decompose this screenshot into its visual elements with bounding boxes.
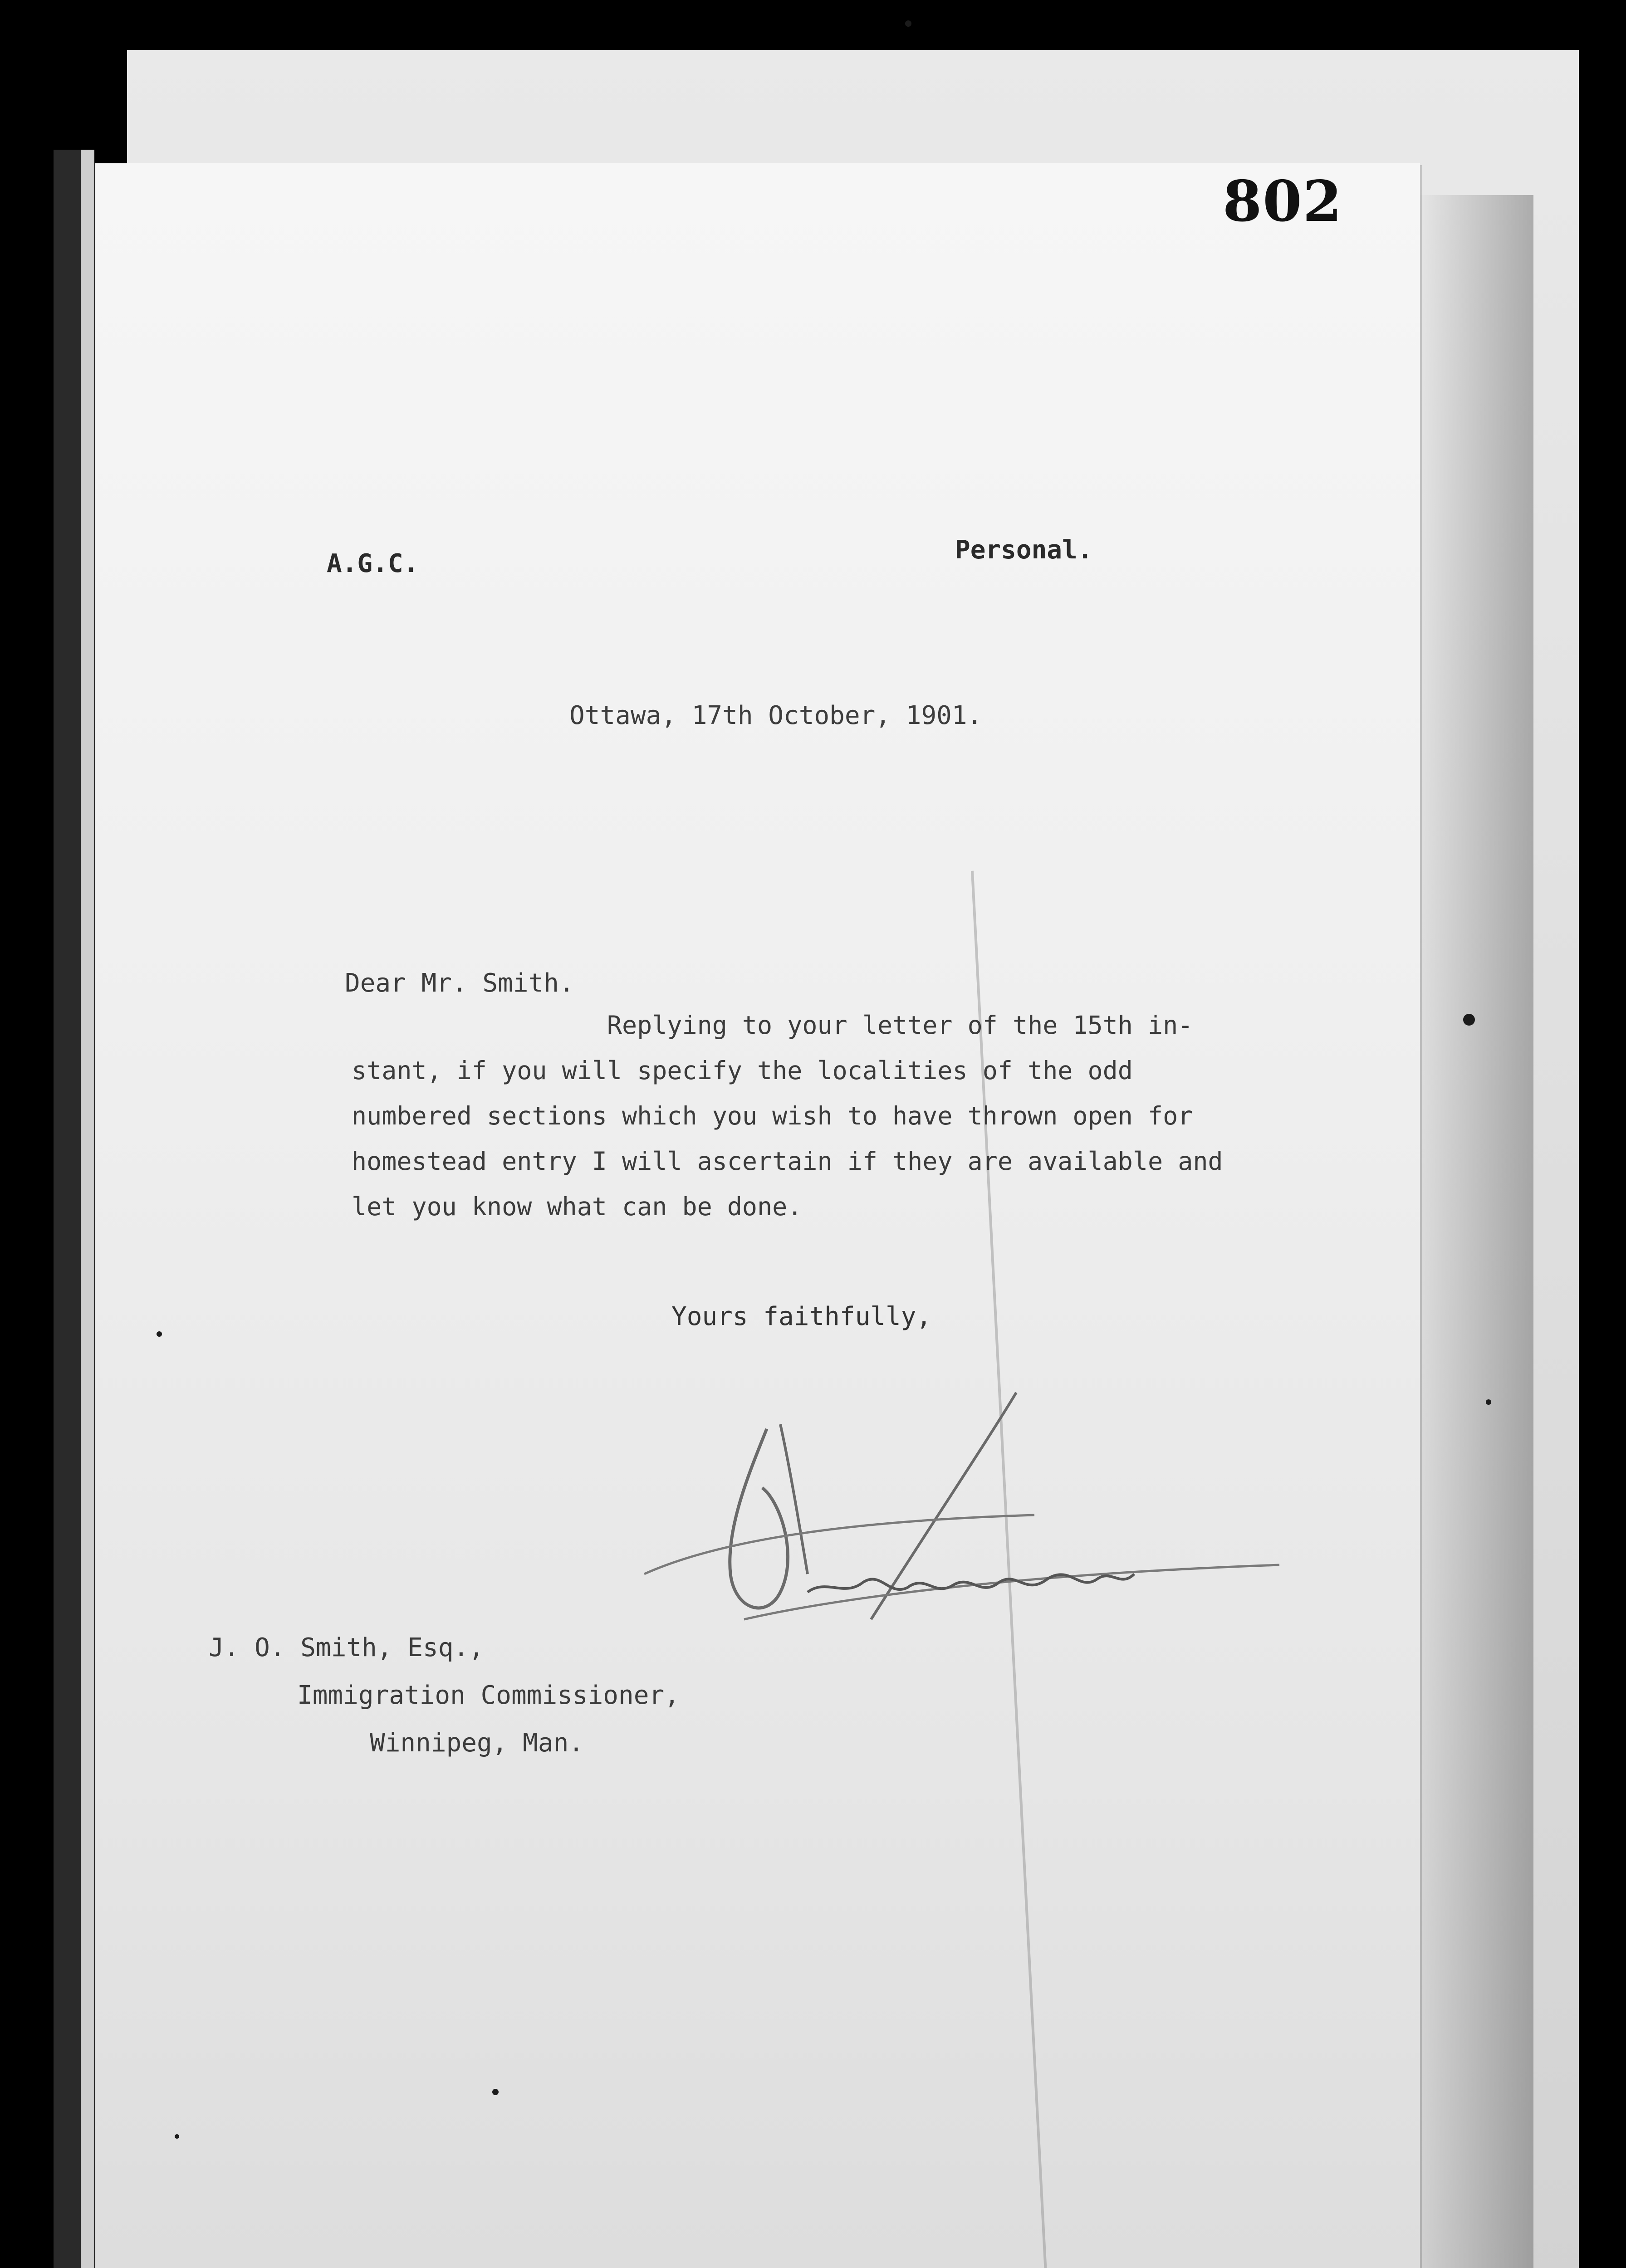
addressee-city: Winnipeg, Man. — [370, 1728, 584, 1758]
body-line: stant, if you will specify the localities of the odd — [352, 1056, 1133, 1085]
dust-speck — [1463, 1014, 1475, 1026]
binding-strip — [54, 150, 81, 2268]
dust-speck — [157, 1331, 162, 1337]
dust-speck — [492, 2089, 499, 2095]
dust-speck — [1486, 1399, 1491, 1405]
body-line: numbered sections which you wish to have thrown open for — [352, 1101, 1193, 1130]
file-reference: A.G.C. — [327, 549, 419, 578]
salutation: Dear Mr. Smith. — [345, 968, 574, 998]
dust-speck — [175, 2134, 179, 2139]
letter-body — [352, 1002, 1282, 1229]
back-sheet-shadow — [1415, 195, 1533, 2268]
page-number: 802 — [1223, 169, 1343, 235]
body-line: homestead entry I will ascertain if they are available and — [352, 1147, 1223, 1176]
addressee-name: J. O. Smith, Esq., — [209, 1633, 484, 1662]
body-line: Replying to your letter of the 15th in- — [352, 1011, 1193, 1040]
addressee-title: Immigration Commissioner, — [297, 1681, 680, 1710]
dust-speck — [905, 20, 911, 27]
closing: Yours faithfully, — [671, 1302, 932, 1331]
body-line: let you know what can be done. — [352, 1192, 803, 1221]
dateline: Ottawa, 17th October, 1901. — [569, 701, 983, 730]
handwritten-signature — [617, 1383, 1343, 1701]
binding-edge — [81, 150, 94, 2268]
classification-label: Personal. — [955, 535, 1093, 565]
